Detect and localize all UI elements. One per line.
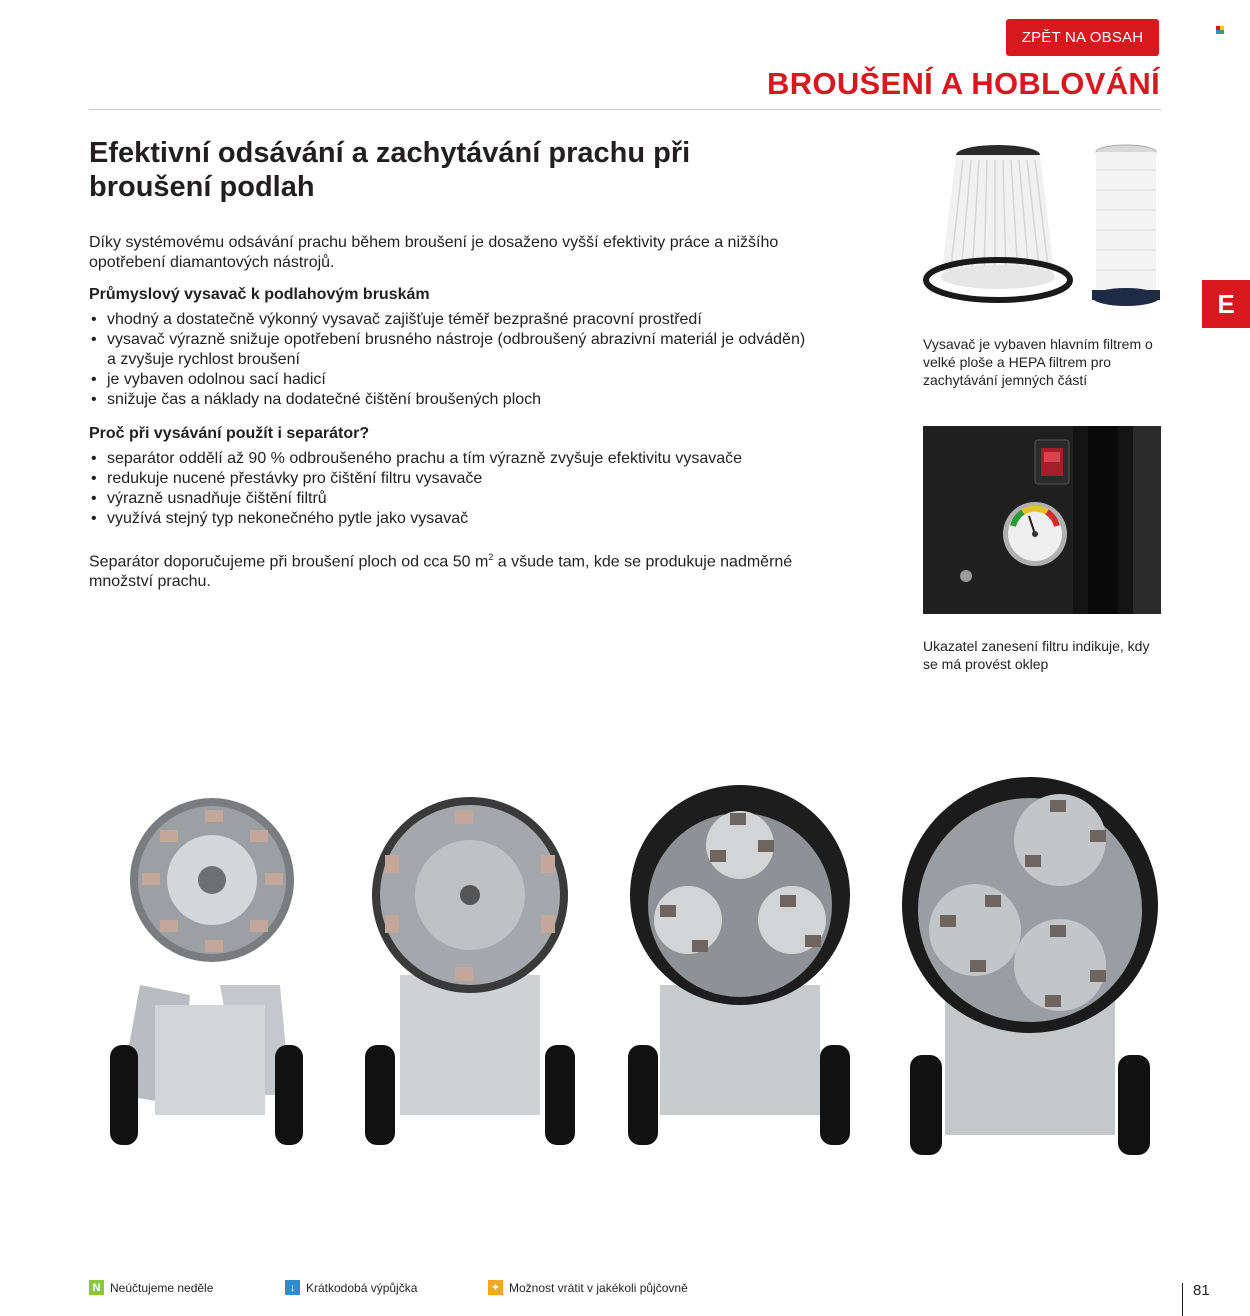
list-item: • separátor oddělí až 90 % odbroušeného prachu a tím výrazně zvyšuje efektivitu vysavače: [89, 449, 809, 469]
list-item: • využívá stejný typ nekonečného pytle jako vysavač: [89, 509, 809, 529]
list-item: • vhodný a dostatečně výkonný vysavač zajišťuje téměř bezprašné pracovní prostředí: [89, 310, 809, 330]
legend-short-term-rental: [285, 1280, 417, 1295]
article-body: [89, 233, 809, 604]
separator-section-title: Proč při vysávání použít i separátor?: [89, 425, 370, 442]
recommendation-text-start: Separátor doporučujeme při broušení ploch od cca 50 m: [89, 553, 489, 571]
download-icon: ↓: [285, 1280, 300, 1295]
vacuum-feature-list: [89, 310, 809, 410]
return-anywhere-icon: ✦: [488, 1280, 503, 1295]
chapter-tab[interactable]: E: [1202, 280, 1250, 328]
legend-label: Neúčtujeme neděle: [110, 1280, 214, 1295]
page-number-divider: [1182, 1283, 1183, 1316]
list-item: • snižuje čas a náklady na dodatečné čištění broušených ploch: [89, 390, 809, 410]
gauge-caption: Ukazatel zanesení filtru indikuje, kdy se má provést oklep: [923, 638, 1150, 672]
floor-grinders-image: [100, 755, 1160, 1175]
legend-no-sunday-charge: [89, 1280, 213, 1295]
intro-paragraph: Díky systémovému odsávání prachu během broušení je dosaženo vyšší efektivity práce a nižšího opotřebení diamantových nástrojů.: [89, 234, 779, 271]
separator-feature-list: [89, 449, 809, 529]
list-item: • vysavač výrazně snižuje opotřebení brusného nástroje (odbroušený abrazivní materiál je odváděn) a zvyšuje rychlost broušení: [89, 330, 809, 370]
legend-label: Krátkodobá výpůjčka: [306, 1280, 418, 1295]
n-badge-icon: N: [89, 1280, 104, 1295]
filter-gauge-image: [923, 426, 1161, 614]
header-divider: [89, 109, 1161, 110]
recommendation-paragraph: [89, 547, 809, 592]
single-head-grinder-image: [100, 755, 330, 1155]
vacuum-section-title: Průmyslový vysavač k podlahovým bruskám: [89, 286, 430, 303]
legend-label: Možnost vrátit v jakékoli půjčovně: [509, 1280, 688, 1295]
vacuum-filters-image: [923, 130, 1163, 315]
back-to-contents-button[interactable]: ZPĚT NA OBSAH: [1006, 19, 1159, 56]
list-item: • výrazně usnadňuje čištění filtrů: [89, 489, 809, 509]
triple-head-grinder-image: [620, 755, 860, 1155]
double-head-grinder-image: [355, 755, 585, 1155]
list-item: • je vybaven odolnou sací hadicí: [89, 370, 809, 390]
recommendation-text-end: a všude tam, kde se produkuje nadměrné množství prachu.: [89, 553, 793, 591]
page-number: 81: [1193, 1282, 1210, 1299]
planetary-grinder-image: [900, 755, 1160, 1165]
section-title: BROUŠENÍ A HOBLOVÁNÍ: [767, 66, 1160, 101]
list-item: • redukuje nucené přestávky pro čištění filtru vysavače: [89, 469, 809, 489]
article-heading: Efektivní odsávání a zachytávání prachu při broušení podlah: [89, 137, 691, 203]
legend-return-anywhere: [488, 1280, 688, 1295]
color-mark-icon: [1216, 26, 1225, 34]
recommendation-superscript: 2: [488, 552, 494, 562]
filters-caption: Vysavač je vybaven hlavním filtrem o velké ploše a HEPA filtrem pro zachytávání jemných částí: [923, 336, 1153, 388]
